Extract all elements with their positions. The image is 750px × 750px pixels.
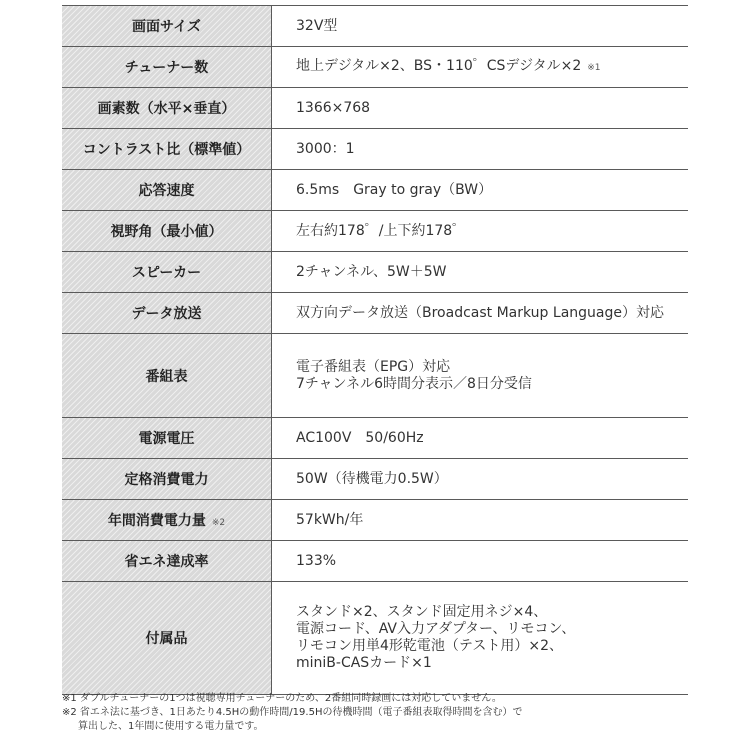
spec-row-screen-size [62, 6, 688, 47]
spec-value: 3000：1 [272, 129, 689, 170]
spec-row-speaker [62, 252, 688, 293]
spec-value-line: 7チャンネル6時間分表示／8日分受信 [296, 375, 532, 392]
spec-row-energy-saving [62, 541, 688, 582]
spec-value: 1366×768 [272, 88, 689, 129]
spec-value: 左右約178゜/上下約178゜ [272, 211, 689, 252]
spec-label: 番組表 [62, 334, 272, 418]
spec-value-line: miniB-CASカード×1 [296, 655, 432, 671]
spec-label-cell [62, 500, 272, 541]
spec-value-cell [272, 334, 689, 418]
spec-value: 32V型 [272, 6, 689, 47]
spec-row-contrast [62, 129, 688, 170]
spec-value-line: 電源コード、AV入力アダプター、リモコン、 [296, 621, 576, 637]
spec-label: 定格消費電力 [62, 459, 272, 500]
spec-value: 双方向データ放送（Broadcast Markup Language）対応 [272, 293, 689, 334]
spec-value: 133% [272, 541, 689, 582]
footnote-marker: ※1 [587, 62, 601, 73]
spec-label: 画素数（水平×垂直） [62, 88, 272, 129]
spec-value-line: リモコン用単4形乾電池（テスト用）×2、 [296, 638, 563, 654]
spec-label: 応答速度 [62, 170, 272, 211]
spec-value: 6.5ms Gray to gray（BW） [272, 170, 689, 211]
spec-row-power-voltage [62, 418, 688, 459]
spec-value-cell [272, 47, 689, 88]
spec-label: チューナー数 [62, 47, 272, 88]
spec-row-pixels [62, 88, 688, 129]
spec-value: 2チャンネル、5W＋5W [272, 252, 689, 293]
spec-row-tuners [62, 47, 688, 88]
spec-row-program-guide [62, 334, 688, 418]
spec-value: 50W（待機電力0.5W） [272, 459, 689, 500]
spec-value: 57kWh/年 [272, 500, 689, 541]
spec-value: 地上デジタル×2、BS・110゜CSデジタル×2 [296, 57, 582, 74]
spec-value-line: 電子番組表（EPG）対応 [296, 358, 451, 375]
spec-label: コントラスト比（標準値） [62, 129, 272, 170]
footnote-marker: ※2 [211, 518, 226, 528]
spec-row-response-time [62, 170, 688, 211]
spec-label: 年間消費電力量 [107, 513, 206, 529]
spec-value: AC100V 50/60Hz [272, 418, 689, 459]
spec-label: 電源電圧 [62, 418, 272, 459]
spec-row-viewing-angle [62, 211, 688, 252]
spec-label: データ放送 [62, 293, 272, 334]
spec-table [62, 5, 688, 695]
spec-label: 付属品 [62, 582, 272, 695]
spec-row-accessories [62, 582, 688, 695]
spec-value-cell [272, 582, 689, 695]
spec-value-line: スタンド×2、スタンド固定用ネジ×4、 [296, 604, 548, 620]
spec-row-rated-power [62, 459, 688, 500]
footnote-2: ※2 省エネ法に基づき、1日あたり4.5Hの動作時間/19.5Hの待機時間（電子番組表取得時間を含む）で [62, 707, 523, 718]
footnote-1: ※1 ダブルチューナーの1つは視聴専用チューナーのため、2番組同時録画には対応していません。 [62, 693, 502, 704]
spec-label: スピーカー [62, 252, 272, 293]
footnote-2-continued: 算出した、1年間に使用する電力量です。 [78, 721, 264, 732]
footnotes [62, 692, 702, 734]
spec-label: 画面サイズ [62, 6, 272, 47]
spec-label: 視野角（最小値） [62, 211, 272, 252]
spec-row-annual-power [62, 500, 688, 541]
spec-label: 省エネ達成率 [62, 541, 272, 582]
spec-row-data-broadcast [62, 293, 688, 334]
